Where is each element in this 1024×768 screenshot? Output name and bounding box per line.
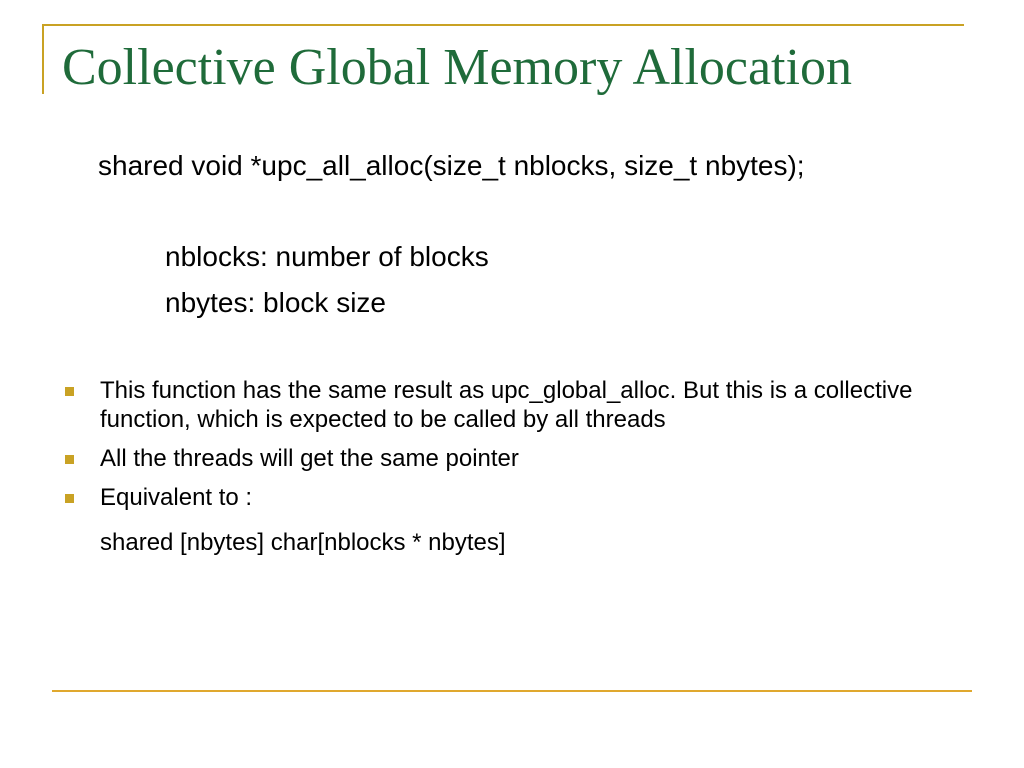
bullet-text: Equivalent to :: [100, 484, 253, 511]
bullet-item: [62, 483, 972, 512]
param-nblocks: nblocks: number of blocks: [165, 241, 489, 272]
equivalent-code: shared [nbytes] char[nblocks * nbytes]: [100, 529, 506, 556]
function-signature: shared void *upc_all_alloc(size_t nblocks, size_t nbytes);: [98, 150, 805, 181]
frame-top-line: [42, 24, 964, 26]
frame-left-line: [42, 24, 44, 94]
bullet-item: [62, 376, 972, 434]
bullet-item: [62, 444, 972, 473]
square-bullet-icon: [65, 387, 74, 396]
bullet-text: All the threads will get the same pointer: [100, 445, 519, 472]
bullet-text: This function has the same result as upc_global_alloc. But this is a collective function, which is expected to be called by all threads: [100, 377, 913, 433]
frame-bottom-line: [52, 690, 972, 692]
param-nbytes: nbytes: block size: [165, 287, 386, 318]
slide-title: Collective Global Memory Allocation: [62, 39, 852, 96]
square-bullet-icon: [65, 494, 74, 503]
square-bullet-icon: [65, 455, 74, 464]
bullet-list: [62, 376, 972, 522]
